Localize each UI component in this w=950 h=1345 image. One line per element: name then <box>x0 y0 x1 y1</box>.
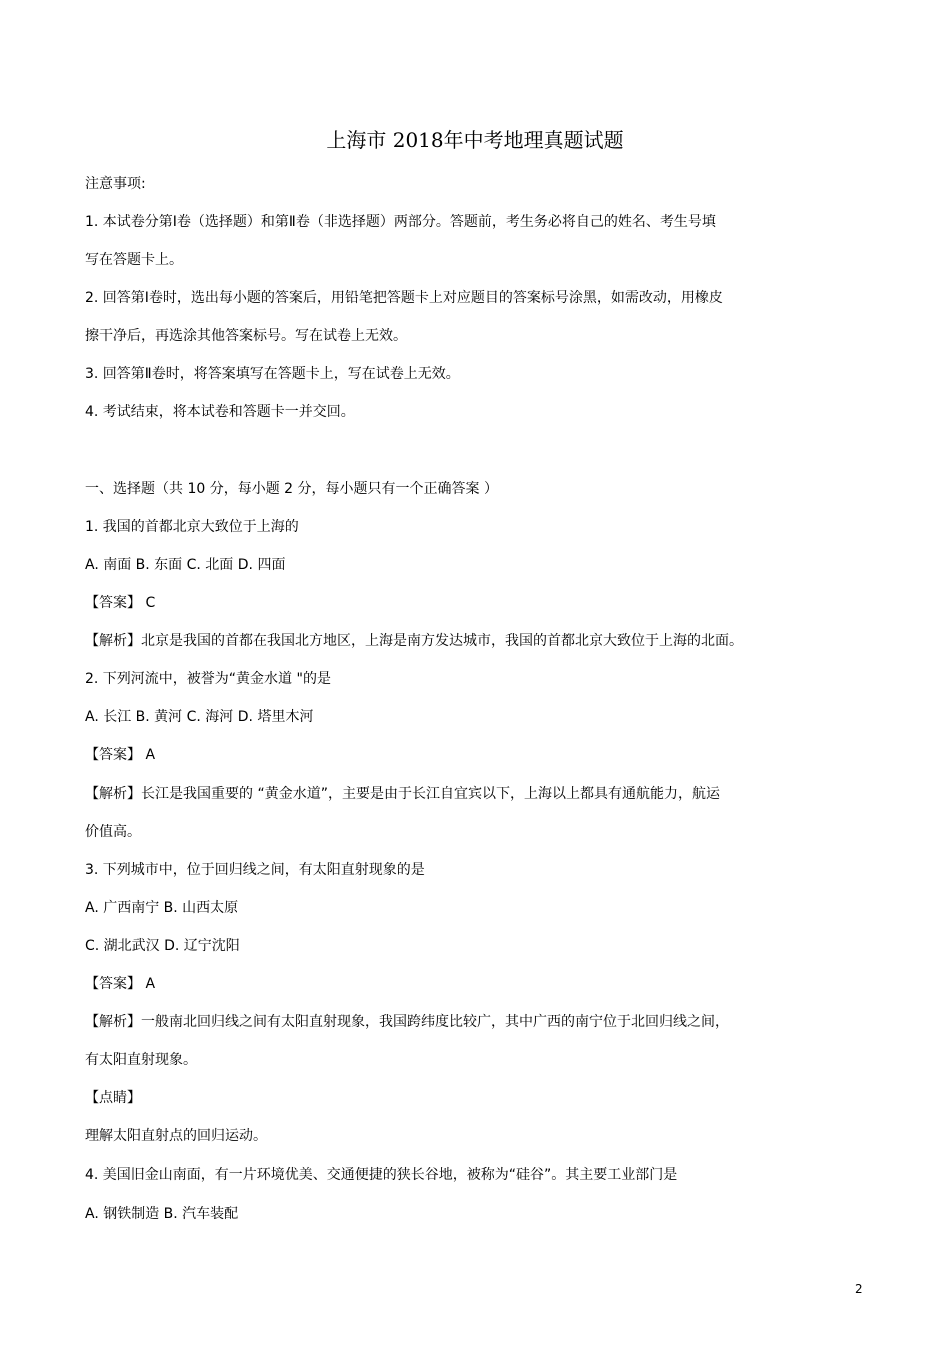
question-2-analysis-cont: 价值高。 <box>85 824 141 840</box>
question-3: 3. 下列城市中，位于回归线之间，有太阳直射现象的是 <box>85 862 425 878</box>
question-2-options: A. 长江 B. 黄河 C. 海河 D. 塔里木河 <box>85 709 314 725</box>
page-title: 上海市 2018年中考地理真题试题 <box>326 128 624 152</box>
question-3-analysis: 【解析】一般南北回归线之间有太阳直射现象，我国跨纬度比较广，其中广西的南宁位于北回归线之间， <box>85 1014 729 1030</box>
question-2: 2. 下列河流中，被誉为“黄金水道 "的是 <box>85 671 331 687</box>
question-2-answer: 【答案】 A <box>85 747 156 763</box>
question-3-options-row-1: A. 广西南宁 B. 山西太原 <box>85 900 239 916</box>
question-4-options: A. 钢铁制造 B. 汽车装配 <box>85 1206 239 1222</box>
notice-item-2: 2. 回答第Ⅰ卷时，选出每小题的答案后，用铅笔把答题卡上对应题目的答案标号涂黑，如需改动，用橡皮 <box>85 290 723 306</box>
question-3-options-row-2: C. 湖北武汉 D. 辽宁沈阳 <box>85 938 240 954</box>
question-3-answer: 【答案】 A <box>85 976 156 992</box>
question-3-analysis-cont: 有太阳直射现象。 <box>85 1052 197 1068</box>
notice-item-1: 1. 本试卷分第Ⅰ卷（选择题）和第Ⅱ卷（非选择题）两部分。答题前，考生务必将自己的姓名、考生号填 <box>85 214 716 230</box>
question-4: 4. 美国旧金山南面，有一片环境优美、交通便捷的狭长谷地，被称为“硅谷”。其主要工业部门是 <box>85 1167 678 1183</box>
notice-heading: 注意事项: <box>85 176 146 192</box>
question-3-tip: 理解太阳直射点的回归运动。 <box>85 1128 267 1144</box>
notice-item-1-cont: 写在答题卡上。 <box>85 252 183 268</box>
question-1-options: A. 南面 B. 东面 C. 北面 D. 四面 <box>85 557 286 573</box>
question-1-answer: 【答案】 C <box>85 595 156 611</box>
notice-item-4: 4. 考试结束，将本试卷和答题卡一并交回。 <box>85 404 355 420</box>
question-1: 1. 我国的首都北京大致位于上海的 <box>85 519 299 535</box>
question-3-tip-heading: 【点睛】 <box>85 1090 141 1106</box>
notice-item-2-cont: 擦干净后，再选涂其他答案标号。写在试卷上无效。 <box>85 328 407 344</box>
page-number: 2 <box>855 1282 863 1296</box>
notice-item-3: 3. 回答第Ⅱ卷时，将答案填写在答题卡上，写在试卷上无效。 <box>85 366 460 382</box>
section-heading: 一、选择题（共 10 分，每小题 2 分，每小题只有一个正确答案 ） <box>85 481 498 497</box>
question-2-analysis: 【解析】长江是我国重要的 “黄金水道”，主要是由于长江自宜宾以下，上海以上都具有通航能力，航运 <box>85 786 720 802</box>
question-1-analysis: 【解析】北京是我国的首都在我国北方地区，上海是南方发达城市，我国的首都北京大致位于上海的北面。 <box>85 633 743 649</box>
